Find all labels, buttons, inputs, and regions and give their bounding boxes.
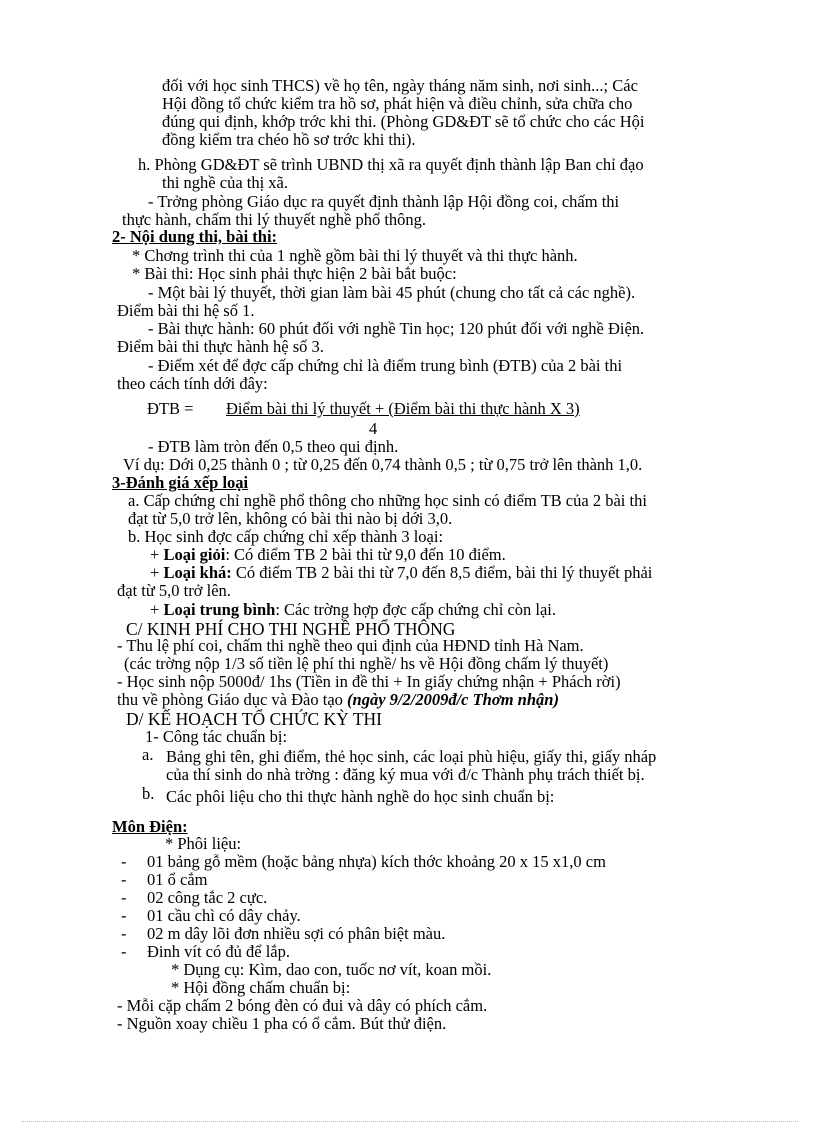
section-3-a-line-2: đạt từ 5,0 trở lên, không có bài thi nào bị dới 3,0. [128,509,453,528]
section-d-a-line-1: Bảng ghi tên, ghi điểm, thẻ học sinh, các loại phù hiệu, giấy thi, giấy nháp [166,747,657,766]
intro-line-2: Hội đồng tổ chức kiểm tra hồ sơ, phát hiện và điều chỉnh, sửa chữa cho [162,94,633,113]
section-3-a-line-1: a. Cấp chứng chỉ nghề phổ thông cho những học sinh có điểm TB của 2 bài thi [128,491,647,510]
formula-denominator: 4 [369,419,378,438]
list-item: 01 ổ cắm [147,870,208,889]
section-2-line-2: * Bài thi: Học sinh phải thực hiện 2 bài bắt buộc: [132,264,457,283]
list-bullet: - [121,852,127,871]
list-item: 01 cầu chì có dây chảy. [147,906,301,925]
rank-average-label: Loại trung bình [163,600,276,619]
mon-dien-heading: Môn Điện: [112,817,188,836]
rank-fair-continued: đạt từ 5,0 trở lên. [117,581,231,600]
list-item: 01 bảng gỗ mềm (hoặc bảng nhựa) kích thớc khoảng 20 x 15 x1,0 cm [147,852,606,871]
section-c-line-4-emphasis: (ngày 9/2/2009đ/c Thơm nhận) [347,690,559,709]
intro-line-3: đúng qui định, khớp trớc khi thi. (Phòng GD&ĐT sẽ tổ chức cho các Hội [162,112,645,131]
section-c-heading: C/ KINH PHÍ CHO THI NGHỀ PHỔ THÔNG [126,619,456,639]
section-d-a-line-2: của thí sinh do nhà trờng : đăng ký mua với đ/c Thành phụ trách thiết bị. [166,765,645,784]
section-2-line-9: - ĐTB làm tròn đến 0,5 theo qui định. [148,437,399,456]
list-bullet: - [121,924,127,943]
section-d-heading: D/ KẾ HOẠCH TỔ CHỨC KỲ THI [126,709,382,729]
item-h-line-2: thi nghề của thị xã. [162,173,289,192]
section-2-line-7: - Điểm xét để đợc cấp chứng chỉ là điểm trung bình (ĐTB) của 2 bài thi [148,356,623,375]
rank-good-prefix: + [150,545,164,564]
rank-fair-text: Có điểm TB 2 bài thi từ 7,0 đến 8,5 điểm, bài thi lý thuyết phải [231,563,653,582]
section-2-line-8: theo cách tính dới đây: [117,374,268,393]
list-item: Đinh vít có đủ để lắp. [147,942,290,961]
list-bullet: - [121,906,127,925]
list-bullet: - [121,942,127,961]
section-2-line-5: - Bài thực hành: 60 phút đối với nghề Tin học; 120 phút đối với nghề Điện. [148,319,645,338]
section-c-line-4-text: thu về phòng Giáo dục và Đào tạo [117,690,348,709]
rank-fair-prefix: + [150,563,164,582]
grading-prep-heading: * Hội đồng chấm chuẩn bị: [171,978,351,997]
intro-paragraph-line-1: - Trởng phòng Giáo dục ra quyết định thành lập Hội đồng coi, chấm thi [148,192,620,211]
section-2-line-3: - Một bài lý thuyết, thời gian làm bài 45 phút (chung cho tất cả các nghề). [148,283,636,302]
intro-line-4: đồng kiểm tra chéo hồ sơ trớc khi thi). [162,130,416,149]
page-bottom-rule [22,1121,798,1122]
rank-good-text: : Có điểm TB 2 bài thi từ 9,0 đến 10 điểm. [225,545,506,564]
rank-average-prefix: + [150,600,164,619]
rank-average [150,601,556,619]
intro-paragraph-line-2: thực hành, chấm thi lý thuyết nghề phổ thông. [122,210,427,229]
section-3-b-line-1: b. Học sinh đợc cấp chứng chỉ xếp thành 3 loại: [128,527,444,546]
section-2-line-1: * Chơng trình thi của 1 nghề gồm bài thi lý thuyết và thi thực hành. [132,246,578,265]
rank-fair [150,564,652,582]
section-d-marker-b: b. [142,784,155,803]
rank-fair-label: Loại khá: [163,563,232,582]
item-h-line-1: h. Phòng GD&ĐT sẽ trình UBND thị xã ra quyết định thành lập Ban chỉ đạo [138,155,644,174]
rank-good [150,546,506,564]
list-item: 02 m dây lõi đơn nhiều sợi có phân biệt màu. [147,924,446,943]
rank-average-text: : Các trờng hợp đợc cấp chứng chỉ còn lại. [275,600,557,619]
section-3-heading: 3-Đánh giá xếp loại [112,473,249,492]
section-2-example: Ví dụ: Dới 0,25 thành 0 ; từ 0,25 đến 0,74 thành 0,5 ; từ 0,75 trở lên thành 1,0. [123,455,643,474]
intro-line-1: đối với học sinh THCS) về họ tên, ngày tháng năm sinh, nơi sinh...; Các [162,76,638,95]
list-bullet: - [121,870,127,889]
section-c-line-4 [117,691,559,709]
section-c-line-2: (các trờng nộp 1/3 số tiền lệ phí thi nghề/ hs về Hội đồng chấm lý thuyết) [124,654,609,673]
section-d-b-line-1: Các phôi liệu cho thi thực hành nghề do học sinh chuẩn bị: [166,787,555,806]
section-c-line-1: - Thu lệ phí coi, chấm thi nghề theo qui định của HĐND tỉnh Hà Nam. [117,636,584,655]
section-2-line-6: Điểm bài thi thực hành hệ số 3. [117,337,324,356]
formula-numerator: Điểm bài thi lý thuyết + (Điểm bài thi thực hành X 3) [226,399,580,418]
section-2-heading: 2- Nội dung thi, bài thi: [112,227,278,246]
list-bullet: - [121,888,127,907]
tools-line: * Dụng cụ: Kìm, dao con, tuốc nơ vít, koan mồi. [171,960,492,979]
formula-lhs: ĐTB = [147,399,194,418]
list-item: 02 công tắc 2 cực. [147,888,268,907]
grading-prep-line-2: - Nguồn xoay chiều 1 pha có ổ cắm. Bút thử điện. [117,1014,447,1033]
section-d-marker-a: a. [142,745,154,764]
section-c-line-3: - Học sinh nộp 5000đ/ 1hs (Tiền in đề thi + In giấy chứng nhận + Phách rời) [117,672,621,691]
materials-heading: * Phôi liệu: [165,834,242,853]
section-d-item-1: 1- Công tác chuẩn bị: [145,727,288,746]
section-2-line-4: Điểm bài thi hệ số 1. [117,301,255,320]
rank-good-label: Loại giỏi [163,545,226,564]
grading-prep-line-1: - Mỗi cặp chấm 2 bóng đèn có đui và dây có phích cắm. [117,996,488,1015]
